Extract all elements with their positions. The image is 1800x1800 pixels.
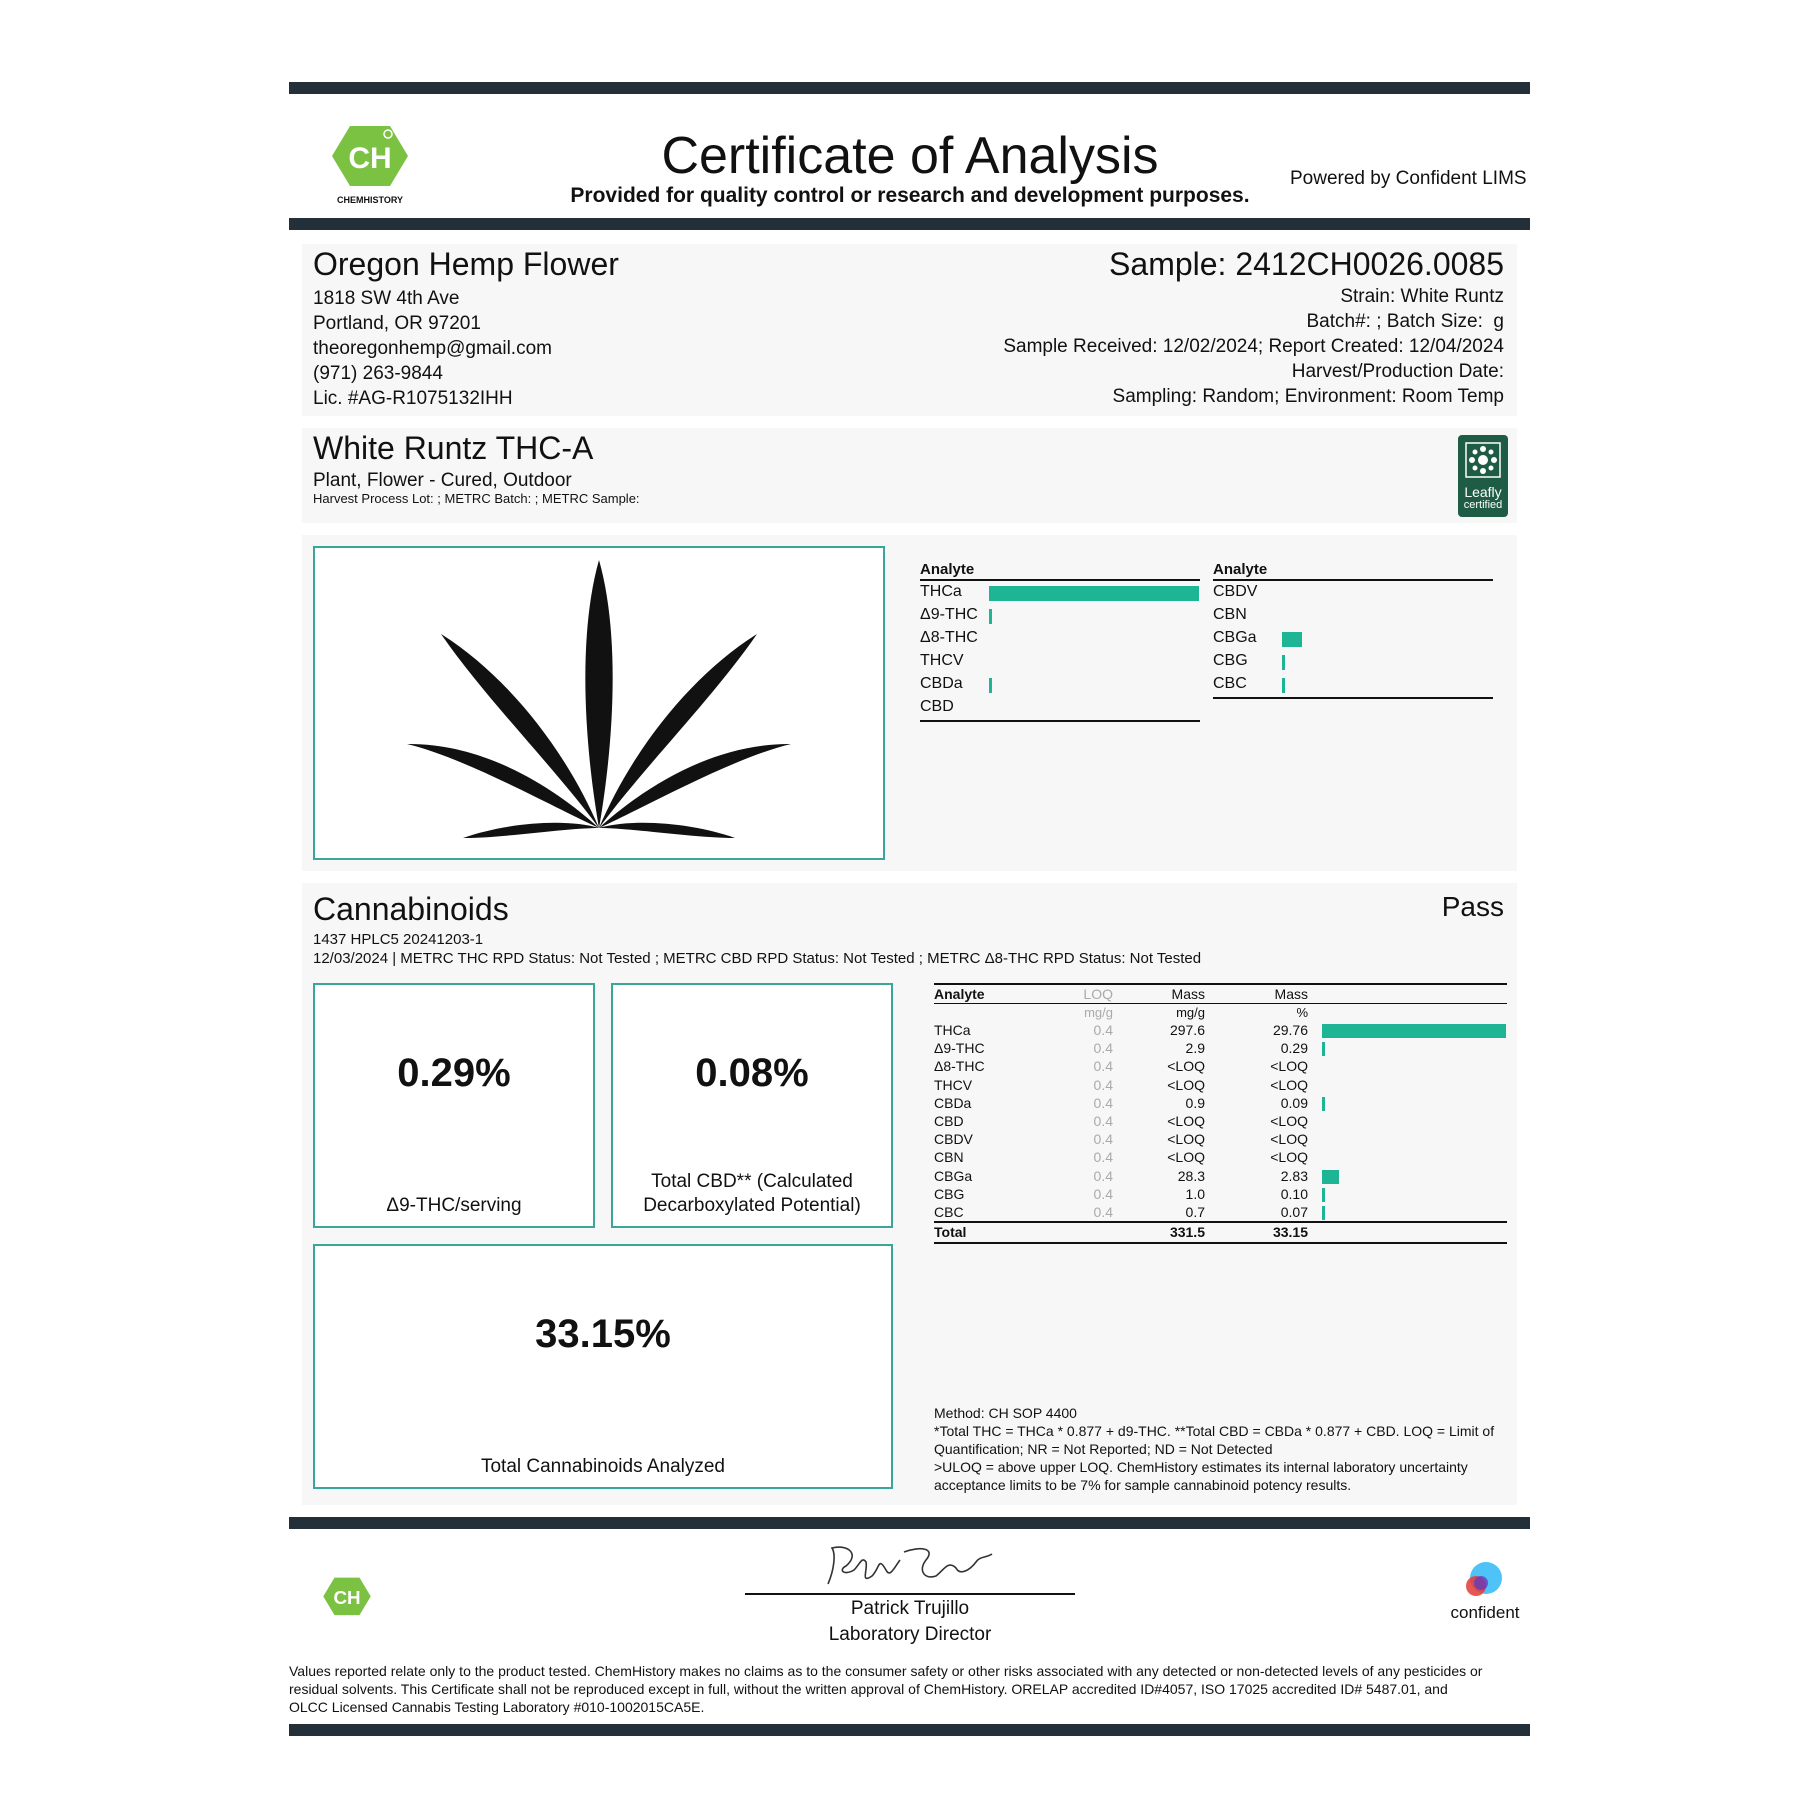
row-mass-pct: 2.83 (1280, 1167, 1308, 1184)
row-mass-mg: <LOQ (1167, 1113, 1205, 1129)
row-mass-mg: 1.0 (1185, 1185, 1205, 1202)
row-mass-pct: 0.09 (1280, 1094, 1308, 1111)
row-mass-pct: <LOQ (1270, 1113, 1308, 1129)
disclaimer-line-2: residual solvents. This Certificate shall not be reproduced except in full, without the written approval of ChemHistory. ORELAP accredited ID#4057, ISO 17025 accredited ID# 5487.01, and (289, 1681, 1448, 1697)
sample-sampling: Sampling: Random; Environment: Room Temp (1112, 386, 1504, 407)
row-mass-pct: <LOQ (1270, 1076, 1308, 1093)
sample-dates: Sample Received: 12/02/2024; Report Created: 12/04/2024 (1003, 336, 1504, 357)
unit-mass-pct: % (1296, 1005, 1308, 1020)
row-bar (1322, 1097, 1325, 1111)
row-loq: 0.4 (1093, 1149, 1113, 1166)
row-mass-pct: 0.29 (1280, 1040, 1308, 1057)
table-top-rule (934, 983, 1507, 985)
leafly-badge (1458, 435, 1508, 517)
row-mass-mg: 297.6 (1169, 1022, 1205, 1038)
row-loq: 0.4 (1093, 1185, 1113, 1202)
client-address2: Portland, OR 97201 (313, 313, 481, 334)
mini-right-header-rule (1213, 579, 1493, 581)
client-license: Lic. #AG-R1075132IHH (313, 388, 513, 409)
top-rule (289, 82, 1530, 94)
mini-left-bottom-rule (920, 720, 1200, 722)
summary-box-d9thc (313, 983, 595, 1228)
row-mass-mg: <LOQ (1167, 1058, 1205, 1075)
note-line-4: acceptance limits to be 7% for sample cannabinoid potency results. (934, 1477, 1352, 1493)
row-loq: 0.4 (1093, 1076, 1113, 1093)
total-cbd-label-2: Decarboxylated Potential) (643, 1195, 861, 1216)
mini-analyte-label: Δ9-THC (920, 606, 978, 623)
row-mass-pct: <LOQ (1270, 1149, 1308, 1166)
client-email: theoregonhemp@gmail.com (313, 338, 552, 359)
bottom-rule (289, 1724, 1530, 1736)
sample-batch: Batch#: ; Batch Size: g (1306, 311, 1504, 332)
mini-analyte-label: CBN (1213, 606, 1247, 623)
mini-analyte-label: THCV (920, 652, 964, 669)
mini-bar (989, 678, 992, 693)
mini-analyte-label: CBG (1213, 652, 1248, 669)
row-loq: 0.4 (1093, 1058, 1113, 1075)
row-analyte: THCV (934, 1076, 973, 1093)
col-mass-pct: Mass (1274, 986, 1308, 1002)
product-image-frame (313, 546, 885, 860)
leafly-star-icon (1463, 440, 1503, 480)
mini-analyte-label: CBDV (1213, 583, 1258, 600)
footer-chemhistory-logo (322, 1575, 372, 1630)
page-title: Certificate of Analysis (661, 127, 1159, 185)
mini-analyte-label: CBGa (1213, 629, 1257, 646)
signer-role: Laboratory Director (828, 1624, 992, 1645)
row-loq: 0.4 (1093, 1167, 1113, 1184)
row-mass-mg: <LOQ (1167, 1131, 1205, 1148)
note-line-1: *Total THC = THCa * 0.877 + d9-THC. **Total CBD = CBDa * 0.877 + CBD. LOQ = Limit of (934, 1423, 1495, 1439)
total-cbd-label-1: Total CBD** (Calculated (651, 1171, 853, 1192)
row-bar (1322, 1188, 1325, 1202)
row-loq: 0.4 (1093, 1131, 1113, 1148)
col-analyte: Analyte (934, 986, 985, 1002)
leafly-certified: certified (1463, 499, 1503, 511)
row-analyte: CBD (934, 1113, 964, 1129)
row-analyte: CBGa (934, 1167, 973, 1184)
col-mass-mg: Mass (1171, 986, 1205, 1002)
col-loq: LOQ (1083, 986, 1113, 1002)
row-mass-mg: 0.7 (1185, 1204, 1205, 1220)
row-mass-pct: 29.76 (1272, 1022, 1308, 1038)
header-rule (289, 218, 1530, 230)
instrument-id: 1437 HPLC5 20241203-1 (313, 931, 484, 948)
summary-box-total-cbd (611, 983, 893, 1228)
row-analyte: CBC (934, 1204, 964, 1220)
total-cbd-value: 0.08% (695, 1051, 809, 1095)
row-bar (1322, 1170, 1339, 1184)
row-analyte: Δ8-THC (934, 1058, 985, 1075)
table-header-rule (934, 1003, 1507, 1004)
svg-text:CH: CH (348, 142, 392, 175)
unit-mass-mg: mg/g (1176, 1005, 1205, 1020)
table-total-rule (934, 1221, 1507, 1223)
pass-status: Pass (1441, 891, 1504, 922)
client-address1: 1818 SW 4th Ave (313, 288, 460, 309)
total-label: Total (934, 1224, 967, 1240)
mini-bar (1282, 655, 1285, 670)
product-name: White Runtz THC-A (313, 430, 594, 466)
total-mass-mg: 331.5 (1169, 1224, 1205, 1240)
mini-bar (989, 586, 1199, 601)
row-mass-mg: <LOQ (1167, 1076, 1205, 1093)
page-subtitle: Provided for quality control or research and development purposes. (570, 184, 1250, 207)
logo-text: CHEMHISTORY (336, 195, 403, 205)
confident-label: confident (1450, 1603, 1520, 1622)
mini-left-header-rule (920, 579, 1200, 581)
mini-analyte-label: CBD (920, 698, 954, 715)
client-name: Oregon Hemp Flower (313, 246, 619, 282)
total-mass-pct: 33.15 (1272, 1224, 1308, 1240)
signature-line (745, 1593, 1075, 1595)
row-analyte: CBG (934, 1185, 965, 1202)
mini-analyte-label: THCa (920, 583, 962, 600)
rpd-status: 12/03/2024 | METRC THC RPD Status: Not Tested ; METRC CBD RPD Status: Not Tested ; METRC Δ8-THC RPD Status: Not Tested (313, 950, 1202, 967)
row-mass-pct: 0.10 (1280, 1185, 1308, 1202)
mini-bar (1282, 678, 1285, 693)
chemhistory-logo (330, 122, 410, 205)
row-loq: 0.4 (1093, 1040, 1113, 1057)
row-bar (1322, 1206, 1325, 1220)
mini-right-bottom-rule (1213, 697, 1493, 699)
row-mass-mg: <LOQ (1167, 1149, 1205, 1166)
method-note: Method: CH SOP 4400 (934, 1405, 1077, 1421)
client-phone: (971) 263-9844 (313, 363, 443, 384)
summary-box-total-cannabinoids (313, 1244, 893, 1489)
row-loq: 0.4 (1093, 1204, 1113, 1220)
row-mass-mg: 0.9 (1185, 1094, 1205, 1111)
footer-rule (289, 1517, 1530, 1529)
product-lots: Harvest Process Lot: ; METRC Batch: ; METRC Sample: (313, 491, 640, 506)
row-bar (1322, 1024, 1506, 1038)
cannabis-leaf-icon (315, 548, 883, 858)
row-analyte: THCa (934, 1022, 971, 1038)
row-analyte: Δ9-THC (934, 1040, 985, 1057)
table-bottom-rule (934, 1242, 1507, 1244)
svg-text:CH: CH (333, 1586, 361, 1608)
sample-id: Sample: 2412CH0026.0085 (1109, 246, 1504, 282)
mini-left-header: Analyte (920, 561, 975, 578)
total-cannabinoids-value: 33.15% (535, 1312, 671, 1356)
row-mass-pct: <LOQ (1270, 1058, 1308, 1075)
mini-analyte-label: CBDa (920, 675, 963, 692)
row-loq: 0.4 (1093, 1094, 1113, 1111)
row-mass-mg: 2.9 (1185, 1040, 1205, 1057)
mini-bar (989, 609, 992, 624)
row-mass-pct: 0.07 (1280, 1204, 1308, 1220)
signature-image (820, 1540, 1000, 1592)
product-type: Plant, Flower - Cured, Outdoor (313, 470, 572, 491)
row-analyte: CBN (934, 1149, 964, 1166)
row-mass-mg: 28.3 (1177, 1167, 1205, 1184)
mini-analyte-label: Δ8-THC (920, 629, 978, 646)
disclaimer-line-1: Values reported relate only to the product tested. ChemHistory makes no claims as to the consumer safety or other risks associated with any detected or non-detected levels of any pesticides or (289, 1663, 1483, 1679)
note-line-2: Quantification; NR = Not Reported; ND = Not Detected (934, 1441, 1273, 1457)
powered-by: Powered by Confident LIMS (1290, 168, 1527, 189)
d9thc-label: Δ9-THC/serving (386, 1195, 522, 1216)
row-mass-pct: <LOQ (1270, 1131, 1308, 1148)
row-loq: 0.4 (1093, 1113, 1113, 1129)
sample-strain: Strain: White Runtz (1340, 286, 1504, 307)
row-bar (1322, 1042, 1325, 1056)
row-analyte: CBDa (934, 1094, 972, 1111)
d9thc-value: 0.29% (397, 1051, 511, 1095)
mini-right-header: Analyte (1213, 561, 1268, 578)
leafly-label: Leafly (1464, 484, 1502, 500)
row-analyte: CBDV (934, 1131, 973, 1148)
confident-logo-icon (1458, 1560, 1508, 1602)
total-cannabinoids-label: Total Cannabinoids Analyzed (480, 1456, 725, 1477)
mini-bar (1282, 632, 1302, 647)
row-loq: 0.4 (1093, 1022, 1113, 1038)
note-line-3: >ULOQ = above upper LOQ. ChemHistory estimates its internal laboratory uncertainty (934, 1459, 1468, 1475)
sample-harvest: Harvest/Production Date: (1291, 361, 1504, 382)
cannabinoids-title: Cannabinoids (313, 891, 509, 927)
unit-loq: mg/g (1084, 1005, 1113, 1020)
mini-analyte-label: CBC (1213, 675, 1247, 692)
disclaimer-line-3: OLCC Licensed Cannabis Testing Laboratory #010-1002015CA5E. (289, 1699, 705, 1715)
signer-name: Patrick Trujillo (850, 1598, 970, 1619)
